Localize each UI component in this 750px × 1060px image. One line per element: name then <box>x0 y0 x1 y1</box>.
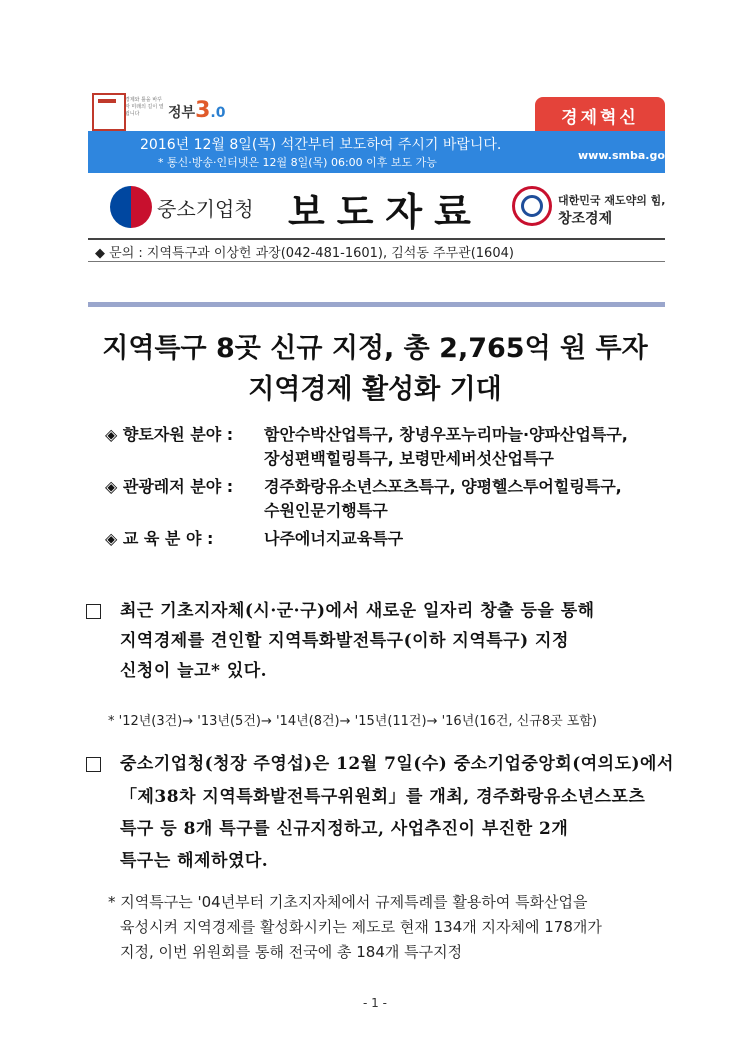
category-label-education: ◈ 교 육 분 야 : <box>105 529 214 548</box>
contact-info: ◆ 문의 : 지역특구과 이상헌 과장(042-481-1601), 김석동 주무관(1604) <box>95 246 514 261</box>
para1-footnote: * '12년(3건)→ '13년(5건)→ '14년(8건)→ '15년(11건)→ '16년(16건, 신규8곳 포함) <box>108 714 597 729</box>
taegeuk-emblem-icon <box>110 186 152 228</box>
agency-name: 중소기업청 <box>157 197 254 221</box>
bullet-box-icon <box>86 757 101 772</box>
divider <box>88 302 665 307</box>
para2-line3: 특구 등 8개 특구를 신규지정하고, 사업추진이 부진한 2개 <box>120 819 569 839</box>
para2-footnote-line1: * 지역특구는 '04년부터 기초지자체에서 규제특례를 활용하여 특화산업을 <box>108 893 588 911</box>
para1-line2: 지역경제를 견인할 지역특화발전특구(이하 지역특구) 지정 <box>120 631 569 651</box>
embargo-notice: 2016년 12월 8일(목) 석간부터 보도하여 주시기 바랍니다. <box>140 137 502 153</box>
category-value-line: 장성편백힐링특구, 보령만세버섯산업특구 <box>264 449 554 468</box>
para1-line3: 신청이 늘고* 있다. <box>120 661 268 681</box>
para1-line1: 최근 기초지자체(시·군·구)에서 새로운 일자리 창출 등을 통해 <box>120 601 595 621</box>
gov30-logo: 정부3.0 <box>168 98 226 123</box>
bullet-box-icon <box>86 604 101 619</box>
para2-line1: 중소기업청(청장 주영섭)은 12월 7일(수) 중소기업중앙회(여의도)에서 <box>120 754 674 774</box>
category-label-tourism: ◈ 관광레저 분야 : <box>105 477 234 496</box>
headline-line1: 지역특구 8곳 신규 지정, 총 2,765억 원 투자 <box>102 333 648 364</box>
slogan-line2: 창조경제 <box>558 211 613 227</box>
creative-economy-emblem-icon <box>512 186 552 226</box>
slogan-line1: 대한민국 재도약의 힘, <box>558 194 666 207</box>
headline-line2: 지역경제 활성화 기대 <box>248 374 502 405</box>
para2-line2: 「제38차 지역특화발전특구위원회」를 개최, 경주화랑유소년스포츠 <box>120 787 646 807</box>
para2-footnote-line3: 지정, 이번 위원회를 통해 전국에 총 184개 특구지정 <box>120 943 463 961</box>
broadcast-notice: * 통신·방송·인터넷은 12월 8일(목) 06:00 이후 보도 가능 <box>158 156 437 169</box>
category-value-line: 경주화랑유소년스포츠특구, 양평헬스투어힐링특구, <box>264 477 622 496</box>
website-link[interactable]: www.smba.go.kr <box>578 149 682 162</box>
category-value-line: 나주에너지교육특구 <box>264 529 404 548</box>
press-release-title: 보도자료 <box>288 189 483 234</box>
page-number: - 1 - <box>363 996 387 1010</box>
economic-innovation-tab: 경제혁신 <box>535 97 665 133</box>
government-innovation-logo <box>92 93 126 131</box>
logo-caption: 경제와 틀을 바꾸자 미래의 길이 열립니다 <box>125 97 164 117</box>
para2-line4: 특구는 해제하였다. <box>120 851 269 871</box>
category-value-line: 수원인문기행특구 <box>264 501 388 520</box>
para2-footnote-line2: 육성시켜 지역경제를 활성화시키는 제도로 현재 134개 지자체에 178개가 <box>120 918 602 936</box>
category-value-line: 함안수박산업특구, 창녕우포누리마늘·양파산업특구, <box>264 425 628 444</box>
category-label-local-resources: ◈ 향토자원 분야 : <box>105 425 234 444</box>
